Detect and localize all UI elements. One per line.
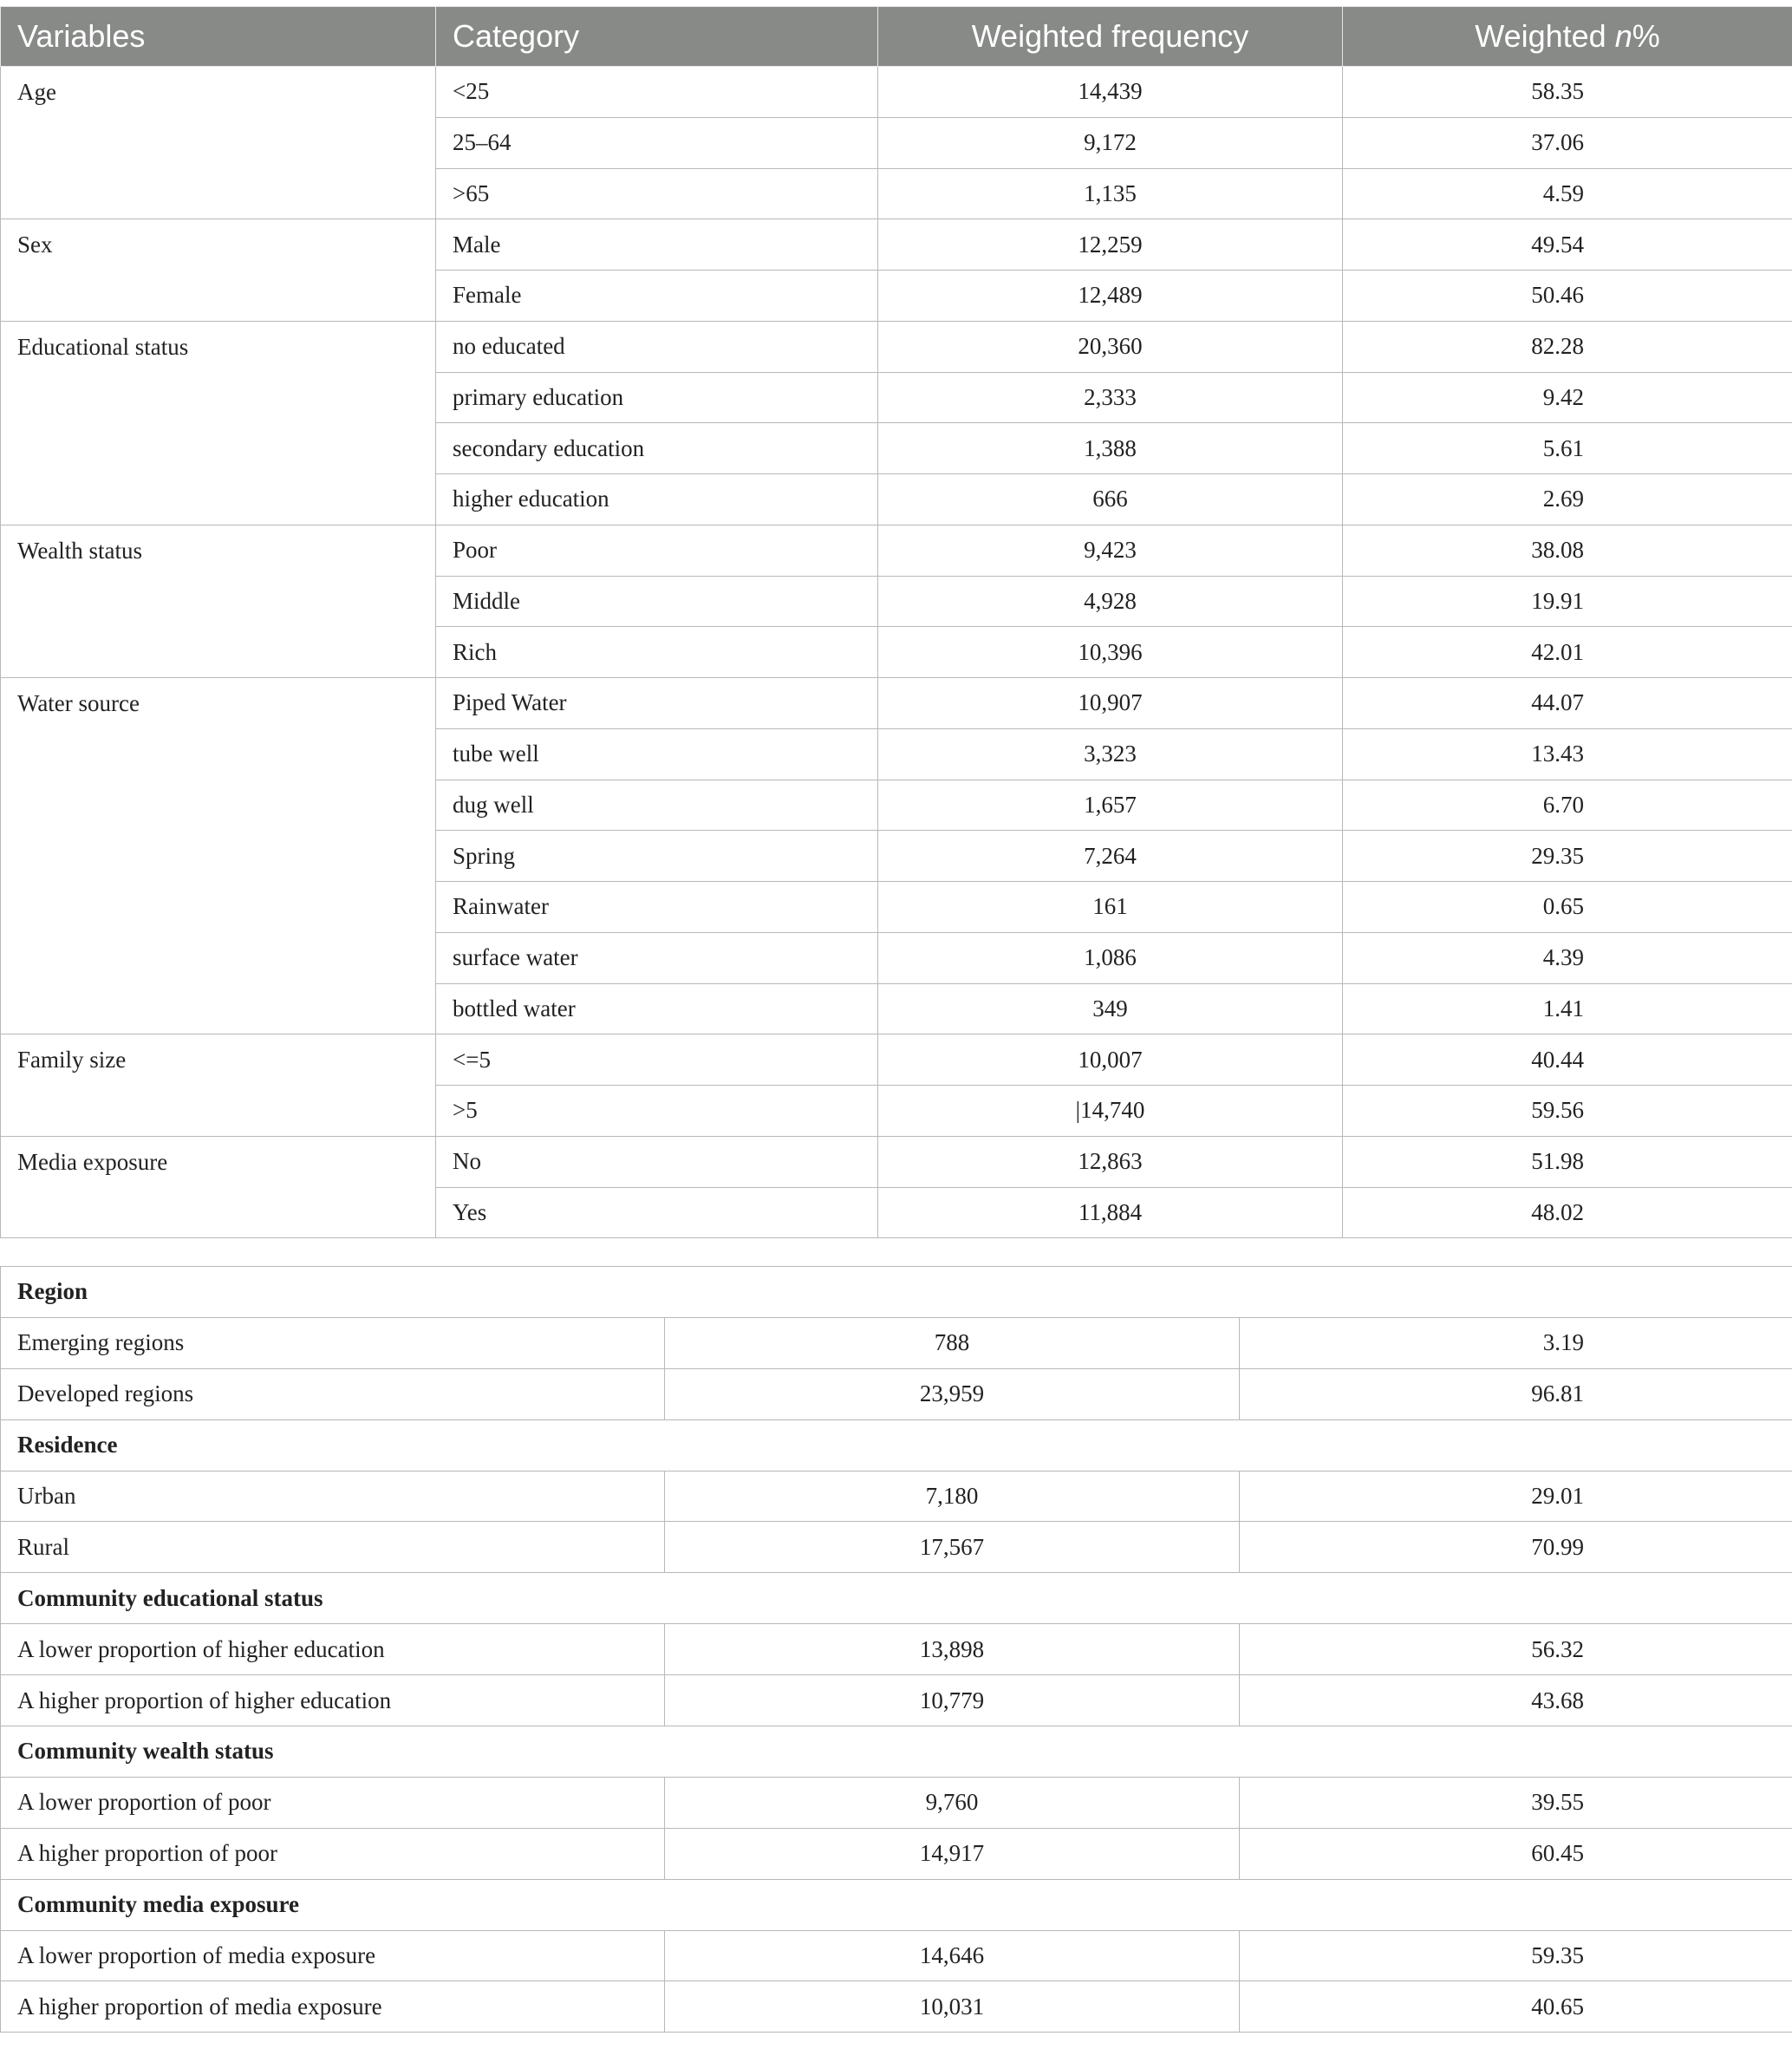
- percent-cell: 60.45: [1240, 1828, 1792, 1879]
- frequency-cell: 9,760: [665, 1777, 1240, 1828]
- frequency-cell: |14,740: [878, 1086, 1343, 1137]
- frequency-cell: 12,863: [878, 1136, 1343, 1187]
- percent-cell: 59.35: [1240, 1930, 1792, 1981]
- label-cell: A higher proportion of higher education: [1, 1675, 665, 1726]
- section-title: Region: [1, 1267, 1792, 1318]
- category-cell: >5: [436, 1086, 878, 1137]
- variable-cell: Wealth status: [1, 525, 436, 677]
- section-header-row: [1, 1419, 1792, 1471]
- table-row: [1, 1034, 1792, 1086]
- variable-cell: Water source: [1, 678, 436, 1034]
- section-header-row: [1, 1267, 1792, 1318]
- section-header-row: [1, 1879, 1792, 1930]
- percent-cell: 9.42: [1343, 372, 1792, 423]
- table-row: [1, 1777, 1792, 1828]
- header-percent-italic: n: [1614, 18, 1632, 54]
- header-weighted-frequency: Weighted frequency: [878, 7, 1343, 67]
- table-row: [1, 67, 1792, 118]
- percent-cell: 50.46: [1343, 271, 1792, 322]
- percent-cell: 2.69: [1343, 474, 1792, 525]
- frequency-cell: 10,907: [878, 678, 1343, 729]
- category-cell: Rainwater: [436, 882, 878, 933]
- header-category: Category: [436, 7, 878, 67]
- percent-cell: 29.01: [1240, 1471, 1792, 1522]
- category-cell: bottled water: [436, 983, 878, 1034]
- percent-cell: 29.35: [1343, 831, 1792, 882]
- table-row: [1, 1675, 1792, 1726]
- percent-cell: 59.56: [1343, 1086, 1792, 1137]
- table-row: [1, 1317, 1792, 1368]
- frequency-cell: 7,264: [878, 831, 1343, 882]
- category-cell: secondary education: [436, 423, 878, 474]
- frequency-cell: 17,567: [665, 1522, 1240, 1573]
- section-title: Community wealth status: [1, 1726, 1792, 1778]
- category-cell: Poor: [436, 525, 878, 576]
- variable-cell: Family size: [1, 1034, 436, 1137]
- frequency-cell: 10,007: [878, 1034, 1343, 1086]
- frequency-cell: 1,086: [878, 932, 1343, 983]
- category-cell: dug well: [436, 780, 878, 831]
- section-header-row: [1, 1573, 1792, 1624]
- frequency-cell: 10,396: [878, 627, 1343, 678]
- table-row: [1, 219, 1792, 271]
- label-cell: A lower proportion of higher education: [1, 1624, 665, 1675]
- percent-cell: 6.70: [1343, 780, 1792, 831]
- frequency-cell: 349: [878, 983, 1343, 1034]
- characteristics-table: [0, 6, 1792, 1238]
- frequency-cell: 666: [878, 474, 1343, 525]
- percent-cell: 1.41: [1343, 983, 1792, 1034]
- characteristics-table-body: [1, 67, 1792, 1238]
- frequency-cell: 1,657: [878, 780, 1343, 831]
- frequency-cell: 4,928: [878, 576, 1343, 627]
- percent-cell: 49.54: [1343, 219, 1792, 271]
- category-cell: primary education: [436, 372, 878, 423]
- variable-cell: Media exposure: [1, 1136, 436, 1238]
- percent-cell: 0.65: [1343, 882, 1792, 933]
- percent-cell: 19.91: [1343, 576, 1792, 627]
- percent-cell: 56.32: [1240, 1624, 1792, 1675]
- percent-cell: 3.19: [1240, 1317, 1792, 1368]
- section-header-row: [1, 1726, 1792, 1778]
- variable-cell: Educational status: [1, 321, 436, 525]
- header-weighted-percent: [1343, 7, 1792, 67]
- label-cell: A higher proportion of media exposure: [1, 1981, 665, 2033]
- percent-cell: 40.65: [1240, 1981, 1792, 2033]
- percent-cell: 39.55: [1240, 1777, 1792, 1828]
- section-title: Community media exposure: [1, 1879, 1792, 1930]
- table-row: [1, 525, 1792, 576]
- section-title: Community educational status: [1, 1573, 1792, 1624]
- table-row: [1, 1828, 1792, 1879]
- category-cell: <=5: [436, 1034, 878, 1086]
- category-cell: higher education: [436, 474, 878, 525]
- label-cell: A higher proportion of poor: [1, 1828, 665, 1879]
- frequency-cell: 788: [665, 1317, 1240, 1368]
- percent-cell: 42.01: [1343, 627, 1792, 678]
- label-cell: Urban: [1, 1471, 665, 1522]
- label-cell: Rural: [1, 1522, 665, 1573]
- percent-cell: 13.43: [1343, 728, 1792, 780]
- frequency-cell: 9,423: [878, 525, 1343, 576]
- header-percent-suffix: %: [1632, 18, 1660, 54]
- frequency-cell: 9,172: [878, 117, 1343, 168]
- category-cell: Male: [436, 219, 878, 271]
- percent-cell: 4.59: [1343, 168, 1792, 219]
- frequency-cell: 161: [878, 882, 1343, 933]
- percent-cell: 44.07: [1343, 678, 1792, 729]
- label-cell: A lower proportion of media exposure: [1, 1930, 665, 1981]
- variable-cell: Sex: [1, 219, 436, 322]
- frequency-cell: 14,439: [878, 67, 1343, 118]
- category-cell: <25: [436, 67, 878, 118]
- frequency-cell: 1,135: [878, 168, 1343, 219]
- label-cell: A lower proportion of poor: [1, 1777, 665, 1828]
- category-cell: Middle: [436, 576, 878, 627]
- label-cell: Developed regions: [1, 1368, 665, 1419]
- percent-cell: 70.99: [1240, 1522, 1792, 1573]
- table-row: [1, 1930, 1792, 1981]
- table-row: [1, 1471, 1792, 1522]
- table-row: [1, 321, 1792, 372]
- section-title: Residence: [1, 1419, 1792, 1471]
- percent-cell: 5.61: [1343, 423, 1792, 474]
- table-row: [1, 1522, 1792, 1573]
- category-cell: Rich: [436, 627, 878, 678]
- category-cell: tube well: [436, 728, 878, 780]
- table-row: [1, 678, 1792, 729]
- variable-cell: Age: [1, 67, 436, 219]
- community-table-body: [1, 1267, 1792, 2033]
- frequency-cell: 3,323: [878, 728, 1343, 780]
- percent-cell: 48.02: [1343, 1187, 1792, 1238]
- frequency-cell: 20,360: [878, 321, 1343, 372]
- category-cell: Spring: [436, 831, 878, 882]
- table-row: [1, 1136, 1792, 1187]
- frequency-cell: 11,884: [878, 1187, 1343, 1238]
- table-row: [1, 1624, 1792, 1675]
- percent-cell: 82.28: [1343, 321, 1792, 372]
- frequency-cell: 1,388: [878, 423, 1343, 474]
- category-cell: Female: [436, 271, 878, 322]
- percent-cell: 37.06: [1343, 117, 1792, 168]
- frequency-cell: 13,898: [665, 1624, 1240, 1675]
- category-cell: Piped Water: [436, 678, 878, 729]
- category-cell: no educated: [436, 321, 878, 372]
- community-characteristics-table: [0, 1266, 1792, 2033]
- percent-cell: 43.68: [1240, 1675, 1792, 1726]
- frequency-cell: 14,917: [665, 1828, 1240, 1879]
- percent-cell: 4.39: [1343, 932, 1792, 983]
- percent-cell: 96.81: [1240, 1368, 1792, 1419]
- percent-cell: 58.35: [1343, 67, 1792, 118]
- percent-cell: 51.98: [1343, 1136, 1792, 1187]
- frequency-cell: 14,646: [665, 1930, 1240, 1981]
- frequency-cell: 7,180: [665, 1471, 1240, 1522]
- header-percent-prefix: Weighted: [1475, 18, 1615, 54]
- category-cell: Yes: [436, 1187, 878, 1238]
- table-row: [1, 1981, 1792, 2033]
- category-cell: >65: [436, 168, 878, 219]
- category-cell: surface water: [436, 932, 878, 983]
- frequency-cell: 12,489: [878, 271, 1343, 322]
- percent-cell: 38.08: [1343, 525, 1792, 576]
- label-cell: Emerging regions: [1, 1317, 665, 1368]
- category-cell: 25–64: [436, 117, 878, 168]
- table-row: [1, 1368, 1792, 1419]
- frequency-cell: 10,779: [665, 1675, 1240, 1726]
- frequency-cell: 10,031: [665, 1981, 1240, 2033]
- category-cell: No: [436, 1136, 878, 1187]
- percent-cell: 40.44: [1343, 1034, 1792, 1086]
- frequency-cell: 12,259: [878, 219, 1343, 271]
- frequency-cell: 23,959: [665, 1368, 1240, 1419]
- header-variables: Variables: [1, 7, 436, 67]
- frequency-cell: 2,333: [878, 372, 1343, 423]
- table-header-row: [1, 7, 1792, 67]
